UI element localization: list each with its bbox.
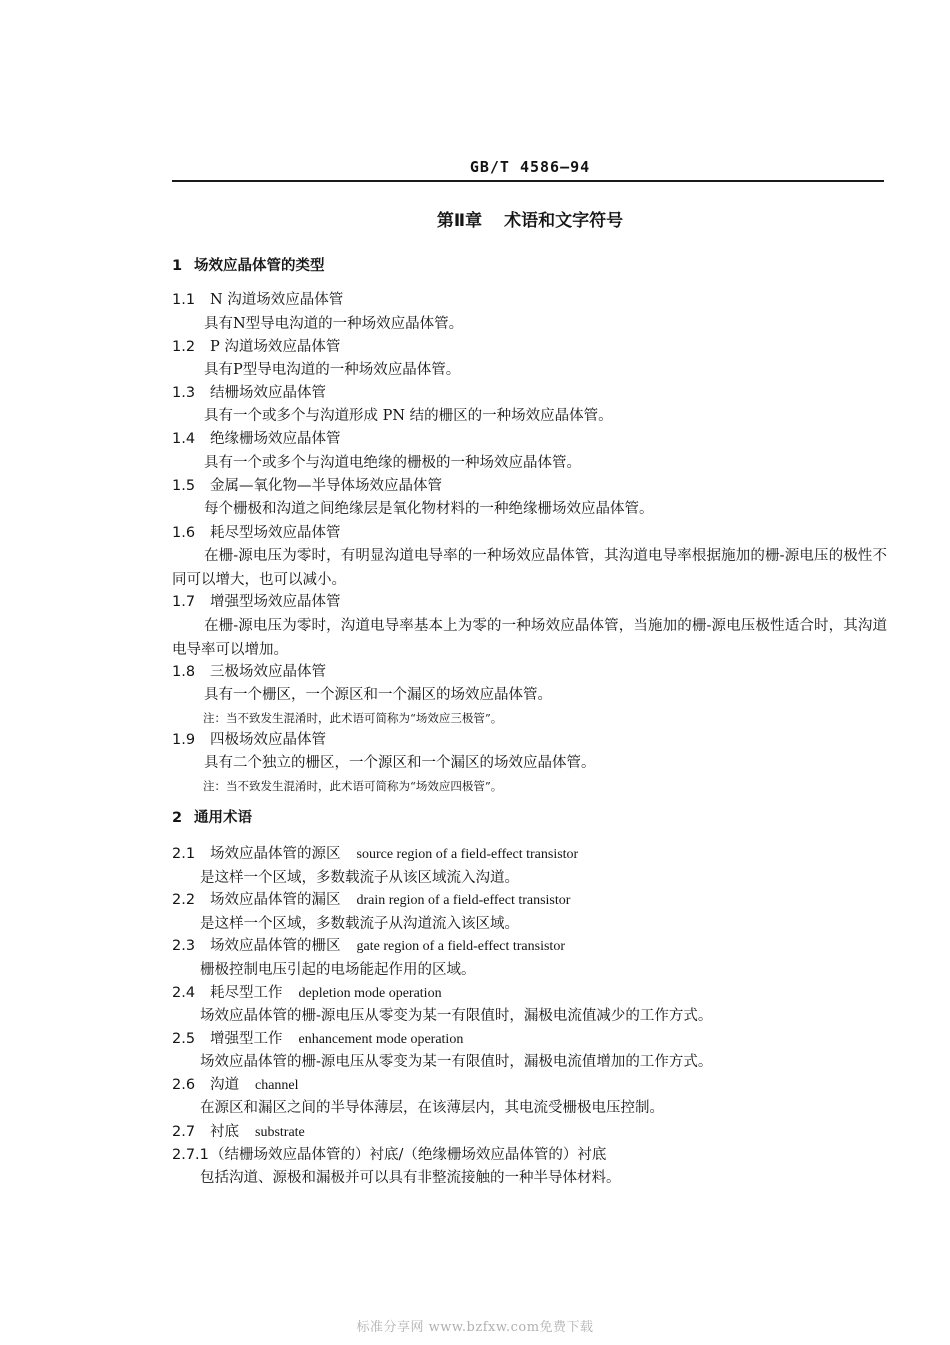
definition-1-8: 具有一个栅区，一个源区和一个漏区的场效应晶体管。 [204, 687, 552, 703]
term-1-9: 1.9 四极场效应晶体管 [172, 732, 326, 748]
term-1-3: 1.3 结栅场效应晶体管 [172, 385, 326, 401]
term-2-7: 2.7 衬底 substrate [172, 1124, 305, 1140]
term-1-4: 1.4 绝缘栅场效应晶体管 [172, 431, 341, 447]
term-1-6: 1.6 耗尽型场效应晶体管 [172, 525, 341, 541]
definition-2-3: 栅极控制电压引起的电场能起作用的区域。 [200, 962, 476, 978]
term-2-1: 2.1 场效应晶体管的源区 source region of a field-effect transistor [172, 846, 579, 862]
section-1-heading: 1 场效应晶体管的类型 [172, 258, 325, 274]
definition-2-1: 是这样一个区域，多数载流子从该区域流入沟道。 [200, 870, 519, 886]
term-1-2: 1.2 P 沟道场效应晶体管 [172, 339, 341, 355]
term-2-4: 2.4 耗尽型工作 depletion mode operation [172, 985, 442, 1001]
definition-1-9: 具有二个独立的栅区，一个源区和一个漏区的场效应晶体管。 [204, 755, 596, 771]
watermark-footer: 标准分享网 www.bzfxw.com免费下载 [356, 1320, 594, 1335]
section-2-heading: 2 通用术语 [172, 810, 252, 826]
term-1-1: 1.1 N 沟道场效应晶体管 [172, 292, 344, 308]
term-2-6: 2.6 沟道 channel [172, 1077, 299, 1093]
note-1-9: 注：当不致发生混淆时，此术语可简称为“场效应四极管”。 [203, 779, 503, 793]
definition-1-4: 具有一个或多个与沟道电绝缘的栅极的一种场效应晶体管。 [204, 455, 581, 471]
definition-2-4: 场效应晶体管的栅-源电压从零变为某一有限值时，漏极电流值减少的工作方式。 [200, 1008, 713, 1024]
definition-1-6: 在栅-源电压为零时，有明显沟道电导率的一种场效应晶体管，其沟道电导率根据施加的栅-源电压的极性不同可以增大，也可以减小。 [172, 548, 887, 588]
definition-2-2: 是这样一个区域，多数载流子从沟道流入该区域。 [200, 916, 519, 932]
definition-2-7-1: 包括沟道、源极和漏极并可以具有非整流接触的一种半导体材料。 [200, 1170, 621, 1186]
chapter-title: 术语和文字符号 [504, 211, 624, 231]
definition-1-7: 在栅-源电压为零时，沟道电导率基本上为零的一种场效应晶体管，当施加的栅-源电压极性适合时，其沟道电导率可以增加。 [172, 618, 887, 658]
term-2-2: 2.2 场效应晶体管的漏区 drain region of a field-effect transistor [172, 892, 571, 908]
term-1-7: 1.7 增强型场效应晶体管 [172, 594, 341, 610]
definition-2-5: 场效应晶体管的栅-源电压从零变为某一有限值时，漏极电流值增加的工作方式。 [200, 1054, 713, 1070]
term-1-8: 1.8 三极场效应晶体管 [172, 664, 326, 680]
chapter-heading [0, 206, 950, 231]
definition-2-6: 在源区和漏区之间的半导体薄层，在该薄层内，其电流受栅极电压控制。 [200, 1100, 664, 1116]
term-2-3: 2.3 场效应晶体管的栅区 gate region of a field-effect transistor [172, 938, 565, 954]
chapter-number: 第Ⅱ章 [436, 211, 483, 231]
definition-1-2: 具有P型导电沟道的一种场效应晶体管。 [204, 362, 461, 378]
standard-code: GB/T 4586—94 [469, 158, 591, 176]
term-2-7-1: 2.7.1（结栅场效应晶体管的）衬底/（绝缘栅场效应晶体管的）衬底 [172, 1147, 607, 1163]
term-1-5: 1.5 金属—氧化物—半导体场效应晶体管 [172, 478, 442, 494]
note-1-8: 注：当不致发生混淆时，此术语可简称为“场效应三极管”。 [203, 711, 503, 725]
term-2-5: 2.5 增强型工作 enhancement mode operation [172, 1031, 464, 1047]
definition-1-3: 具有一个或多个与沟道形成 PN 结的栅区的一种场效应晶体管。 [204, 408, 613, 424]
definition-1-1: 具有N型导电沟道的一种场效应晶体管。 [204, 316, 464, 332]
definition-1-5: 每个栅极和沟道之间绝缘层是氧化物材料的一种绝缘栅场效应晶体管。 [204, 501, 654, 517]
header-rule [172, 180, 884, 182]
